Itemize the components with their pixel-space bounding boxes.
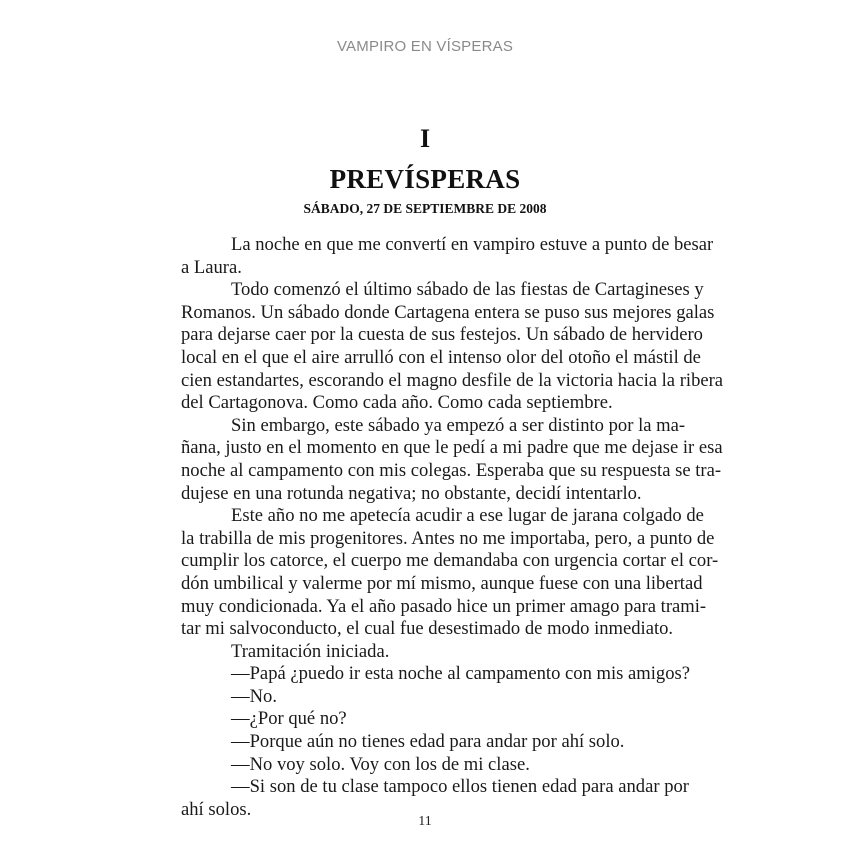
text-line: noche al campamento con mis colegas. Esperaba que su respuesta se tra- (181, 459, 722, 481)
text-line: dujese en una rotunda negativa; no obstante, decidí intentarlo. (181, 482, 642, 504)
text-line: Tramitación iniciada. (231, 640, 390, 662)
chapter-date: SÁBADO, 27 DE SEPTIEMBRE DE 2008 (303, 201, 547, 216)
text-line: Romanos. Un sábado donde Cartagena entera se puso sus mejores galas (181, 301, 715, 323)
text-line: la trabilla de mis progenitores. Antes no me importaba, pero, a punto de (181, 527, 715, 549)
text-line: local en el que el aire arrulló con el intenso olor del otoño el mástil de (181, 346, 701, 368)
text-line: —No. (231, 685, 277, 707)
running-header: VAMPIRO EN VÍSPERAS (336, 38, 514, 55)
text-line: Este año no me apetecía acudir a ese lugar de jarana colgado de (231, 505, 704, 527)
text-line: Todo comenzó el último sábado de las fiestas de Cartagineses y (231, 279, 704, 301)
text-line: ahí solos. (181, 798, 252, 820)
chapter-title: PREVÍSPERAS (329, 164, 521, 194)
text-line: tar mi salvoconducto, el cual fue desestimado de modo inmediato. (181, 618, 674, 640)
text-line: —No voy solo. Voy con los de mi clase. (231, 753, 530, 775)
text-line: —Porque aún no tienes edad para andar por ahí solo. (231, 731, 625, 753)
text-line: muy condicionada. Ya el año pasado hice un primer amago para trami- (181, 595, 707, 617)
text-line: dón umbilical y valerme por mí mismo, aunque fuese con una libertad (181, 572, 703, 594)
chapter-number: I (419, 124, 431, 153)
page-number: 11 (418, 814, 432, 829)
text-line: —¿Por qué no? (231, 708, 347, 730)
text-line: cumplir los catorce, el cuerpo me demandaba con urgencia cortar el cor- (181, 550, 719, 572)
text-line: del Cartagonova. Como cada año. Como cada septiembre. (181, 392, 613, 414)
body-text (181, 234, 724, 821)
text-line: —Si son de tu clase tampoco ellos tienen edad para andar por (231, 776, 689, 798)
text-line: a Laura. (181, 256, 242, 278)
text-line: cien estandartes, escorando el magno desfile de la victoria hacia la ribera (181, 369, 724, 391)
text-line: ñana, justo en el momento en que le pedí a mi padre que me dejase ir esa (181, 437, 723, 459)
text-line: La noche en que me convertí en vampiro estuve a punto de besar (231, 234, 714, 255)
text-line: para dejarse caer por la cuesta de sus festejos. Un sábado de hervidero (181, 324, 703, 346)
text-line: —Papá ¿puedo ir esta noche al campamento con mis amigos? (231, 663, 691, 685)
text-line: Sin embargo, este sábado ya empezó a ser distinto por la ma- (231, 414, 686, 436)
